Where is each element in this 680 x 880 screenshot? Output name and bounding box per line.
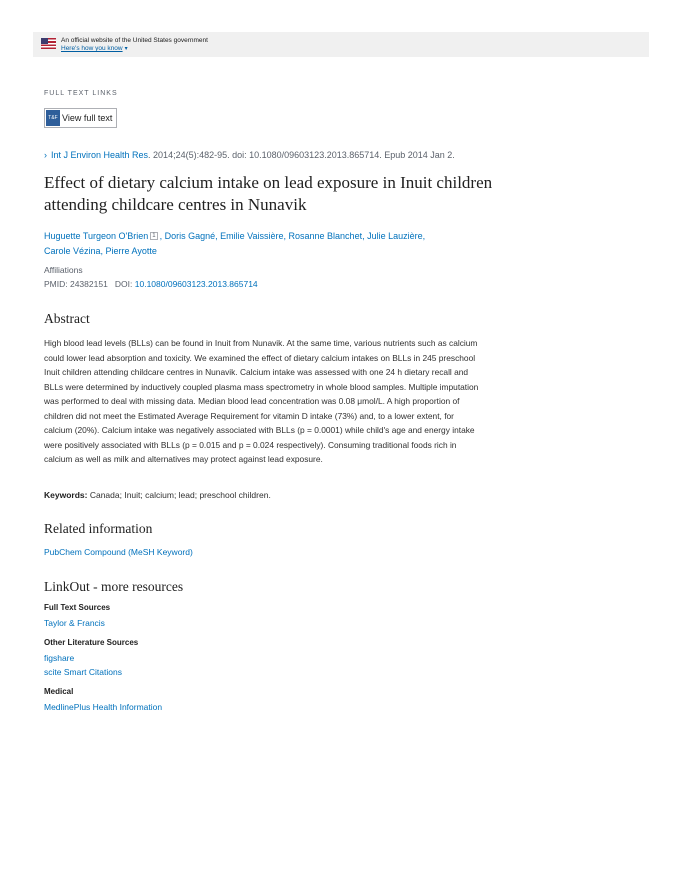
- heres-how-you-know-link[interactable]: Here's how you know: [61, 45, 123, 52]
- affiliations-toggle[interactable]: Affiliations: [44, 265, 83, 275]
- citation-details: . 2014;24(5):482-95. doi: 10.1080/09603123.2013.865714. Epub 2014 Jan 2.: [148, 150, 455, 160]
- medical-label: Medical: [44, 687, 74, 696]
- us-flag-icon: [41, 38, 56, 49]
- view-full-text-label: View full text: [62, 113, 113, 123]
- doi-link[interactable]: 10.1080/09603123.2013.865714: [134, 279, 258, 289]
- author-link[interactable]: Huguette Turgeon O'Brien: [44, 231, 149, 241]
- article-identifiers: [44, 279, 258, 289]
- keywords-list: Canada; Inuit; calcium; lead; preschool children.: [89, 490, 271, 500]
- article-title: Effect of dietary calcium intake on lead exposure in Inuit children attending childcare centres in Nunavik: [44, 173, 493, 214]
- gov-banner-label: An official website of the United States government: [61, 37, 208, 44]
- full-text-sources-label: Full Text Sources: [44, 603, 111, 612]
- pubchem-compound-link[interactable]: PubChem Compound (MeSH Keyword): [44, 547, 193, 557]
- linkout-heading: LinkOut - more resources: [44, 579, 184, 594]
- full-text-links-label: FULL TEXT LINKS: [44, 90, 118, 97]
- view-full-text-button[interactable]: [44, 108, 117, 128]
- taylor-francis-logo-icon: T&F: [46, 110, 60, 126]
- affiliation-superscript[interactable]: 1: [152, 233, 156, 239]
- abstract-heading: Abstract: [44, 311, 90, 326]
- author-list: [44, 229, 464, 259]
- doi-label: DOI:: [114, 279, 133, 289]
- related-information-heading: Related information: [44, 521, 153, 536]
- scite-smart-citations-link[interactable]: scite Smart Citations: [44, 667, 122, 677]
- chevron-right-icon[interactable]: ›: [44, 150, 47, 160]
- author-links[interactable]: , Doris Gagné, Emilie Vaissière, Rosanne Blanchet, Julie Lauzière,: [159, 231, 426, 241]
- gov-banner: [33, 32, 649, 57]
- pmid: PMID: 24382151: [44, 279, 108, 289]
- figshare-link[interactable]: figshare: [44, 653, 75, 663]
- author-links-line2[interactable]: Carole Vézina, Pierre Ayotte: [44, 246, 157, 256]
- gov-banner-text: [61, 37, 208, 53]
- other-literature-sources-label: Other Literature Sources: [44, 638, 139, 647]
- medlineplus-link[interactable]: MedlinePlus Health Information: [44, 702, 163, 712]
- abstract-text: High blood lead levels (BLLs) can be found in Inuit from Nunavik. At the same time, various nutrients such as calcium could lower lead absorption and toxicity. We examined the effect of dietary calcium intakes on BLLs in 245 preschool Inuit children attending childcare centres in Nunavik. Calcium intake was assessed with one 24 h dietary recall and BLLs were determined by inductively coupled plasma mass spectrometry in whole blood samples. Multiple imputation was performed to deal with missing data. Median blood lead concentration was 0.08 μmol/L. A high proportion of children did not meet the Estimated Average Requirement for vitamin D intake (73%) and, to a lower extent, for calcium (20%). Calcium intake was negatively associated with BLLs (p = 0.0001) while child's age and energy intake were positively associated with BLLs (p = 0.015 and p = 0.024 respectively). Consuming traditional foods rich in calcium as well as milk and alternatives may protect against lead exposure.: [44, 338, 479, 464]
- keywords: [44, 490, 271, 500]
- keywords-label: Keywords:: [44, 490, 88, 500]
- journal-link[interactable]: Int J Environ Health Res: [51, 150, 149, 160]
- taylor-francis-link[interactable]: Taylor & Francis: [44, 618, 105, 628]
- chevron-down-icon[interactable]: ▾: [124, 46, 128, 52]
- citation: [44, 150, 455, 160]
